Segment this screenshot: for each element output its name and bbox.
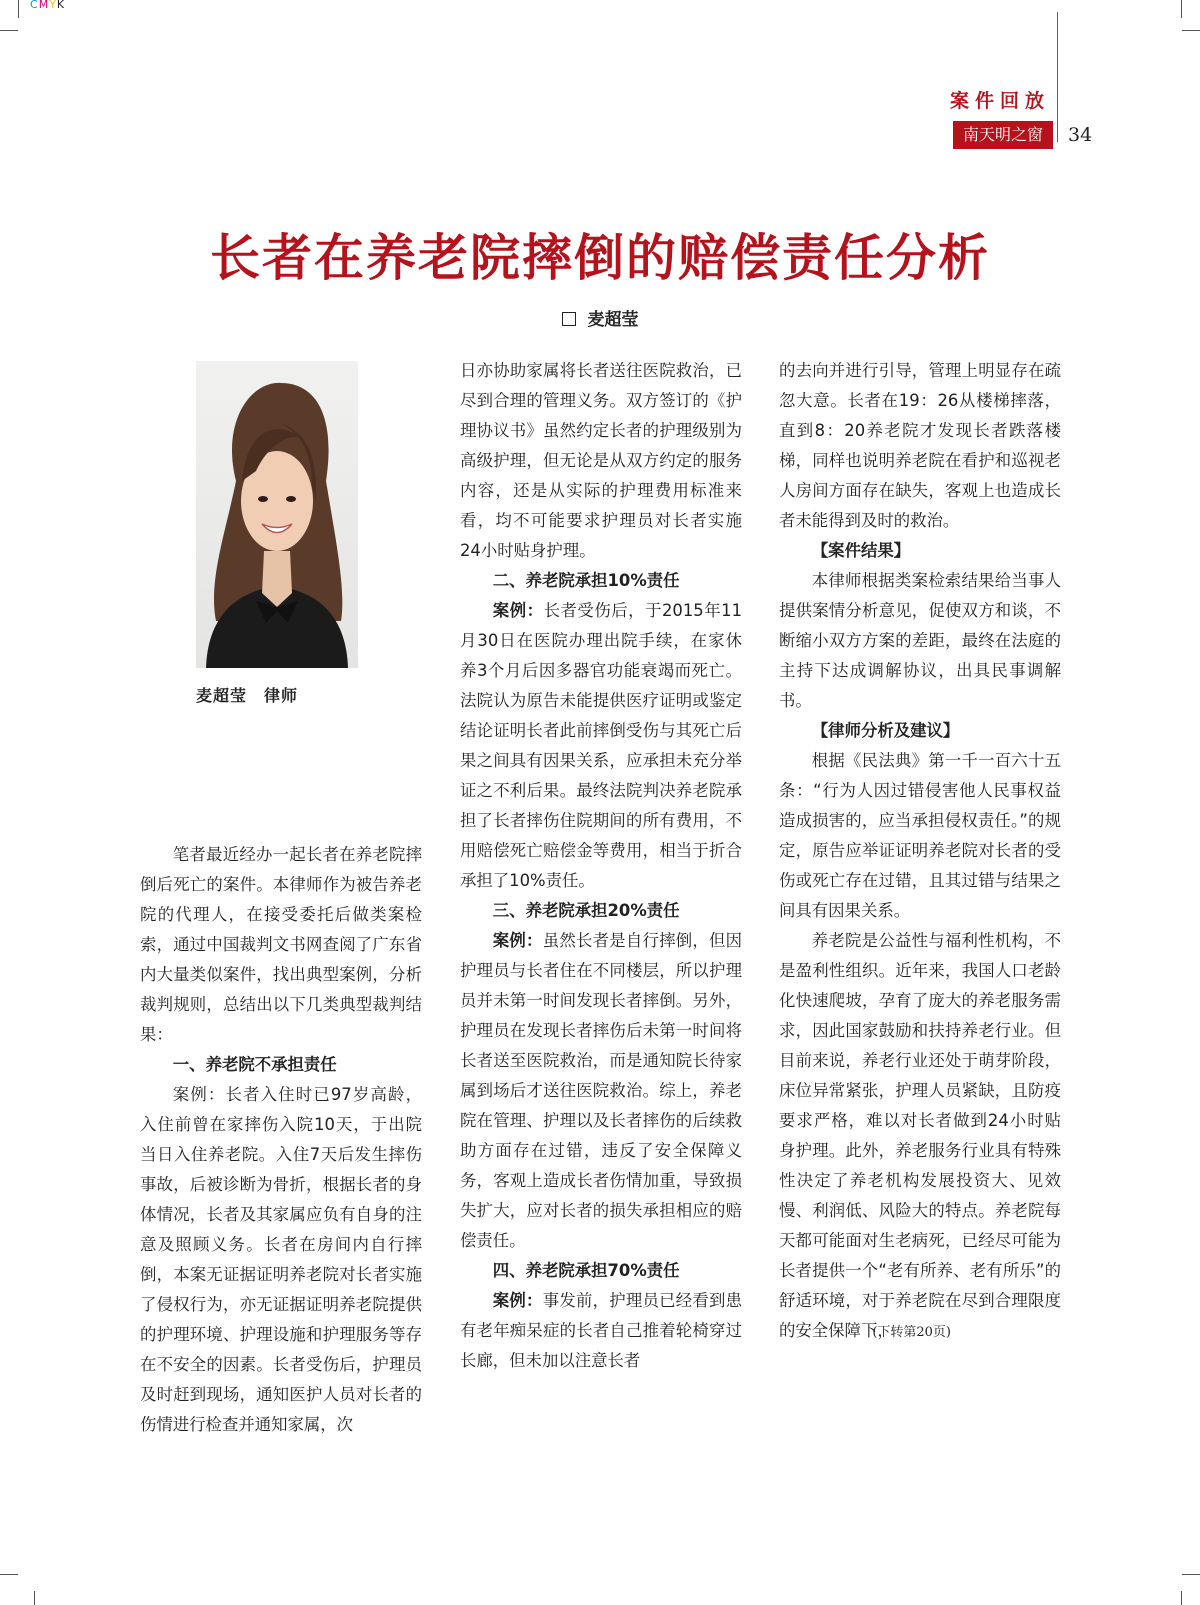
crop-mark bbox=[1182, 30, 1200, 31]
header-rule bbox=[1057, 12, 1058, 142]
case-text: 事发前，护理员已经看到患有老年痴呆症的长者自己推着轮椅穿过长廊，但未加以注意长者 bbox=[460, 1291, 743, 1370]
cmyk-y: Y bbox=[49, 0, 57, 11]
case-paragraph bbox=[460, 596, 742, 896]
case-paragraph bbox=[460, 926, 742, 1256]
crop-mark bbox=[34, 1591, 35, 1605]
bracket-heading: 【律师分析及建议】 bbox=[811, 721, 960, 740]
case-text: 长者受伤后，于2015年11月30日在医院办理出院手续，在家休养3个月后因多器官功能衰竭而死亡。法院认为原告未能提供医疗证明或鉴定结论证明长者此前摔倒受伤与其死亡后果之间具有因果关系，应承担未充分举证之不利后果。最终法院判决养老院承担了长者摔伤住院期间的所有费用，不用赔偿死亡赔偿金等费用，相当于折合承担了10%责任。 bbox=[460, 601, 743, 890]
crop-mark bbox=[1181, 0, 1182, 18]
section-heading: 二、养老院承担10%责任 bbox=[492, 571, 680, 590]
section-heading: 一、养老院不承担责任 bbox=[172, 1055, 337, 1074]
crop-mark bbox=[1181, 1591, 1182, 1605]
column-2 bbox=[460, 356, 742, 1376]
paragraph: 养老院是公益性与福利性机构，不是盈利性组织。近年来，我国人口老龄化快速爬坡，孕育了庞大的养老服务需求，因此国家鼓励和扶持养老行业。但目前来说，养老行业还处于萌芽阶段，床位异常紧张，护理人员紧缺，且防疫要求严格，难以对长者做到24小时贴身护理。此外，养老服务行业具有特殊性决定了养老机构发展投资大、见效慢、利润低、风险大的特点。养老院每天都可能面对生老病死，已经尽可能为长者提供一个“老有所养、老有所乐”的舒适环境，对于养老院在尽到合理限度的安全保障下， bbox=[779, 931, 1061, 1340]
paragraph: 日亦协助家属将长者送往医院救治，已尽到合理的管理义务。双方签订的《护理协议书》虽然约定长者的护理级别为高级护理，但无论是从双方约定的服务内容，还是从实际的护理费用标准来看，均不可能要求护理员对长者实施24小时贴身护理。 bbox=[460, 361, 742, 560]
section-title: 案件回放 bbox=[949, 90, 1050, 112]
continued-text: (下转第20页) bbox=[872, 1325, 951, 1340]
case-label: 案例： bbox=[492, 601, 544, 620]
case-label: 案例： bbox=[492, 931, 543, 950]
column-3 bbox=[779, 356, 1061, 1348]
cmyk-label bbox=[30, 0, 65, 11]
paragraph: 根据《民法典》第一千一百六十五条：“行为人因过错侵害他人民事权益造成损害的，应当承担侵权责任。”的规定，原告应举证证明养老院对长者的受伤或死亡存在过错，且其过错与结果之间具有因果关系。 bbox=[779, 751, 1061, 920]
paragraph: 本律师根据类案检索结果给当事人提供案情分析意见，促使双方和谈，不断缩小双方方案的差距，最终在法庭的主持下达成调解协议，出具民事调解书。 bbox=[779, 571, 1061, 710]
section-heading: 四、养老院承担70%责任 bbox=[492, 1261, 680, 1280]
square-icon bbox=[562, 312, 576, 326]
section-heading: 三、养老院承担20%责任 bbox=[492, 901, 680, 920]
paragraph: 案例：长者入住时已97岁高龄，入住前曾在家摔伤入院10天，于出院当日入住养老院。入住7天后发生摔伤事故，后被诊断为骨折，根据长者的身体情况，长者及其家属应负有自身的注意及照顾义务。长者在房间内自行摔倒，本案无证据证明养老院对长者实施了侵权行为，亦无证据证明养老院提供的护理环境、护理设施和护理服务等存在不安全的因素。长者受伤后，护理员及时赶到现场，通知医护人员对长者的伤情进行检查并通知家属，次 bbox=[140, 1085, 422, 1434]
crop-mark bbox=[1182, 1574, 1200, 1575]
page-number: 34 bbox=[1068, 124, 1093, 146]
cmyk-m: M bbox=[38, 0, 50, 11]
bracket-heading: 【案件结果】 bbox=[811, 541, 911, 560]
magazine-name: 南天明之窗 bbox=[953, 121, 1053, 149]
case-paragraph bbox=[460, 1286, 742, 1376]
case-text: 虽然长者是自行摔倒，但因护理员与长者住在不同楼层，所以护理员并未第一时间发现长者摔倒。另外，护理员在发现长者摔伤后未第一时间将长者送至医院救治，而是通知院长待家属到场后才送往医院救治。综上，养老院在管理、护理以及长者摔伤的后续救助方面存在过错，违反了安全保障义务，客观上造成长者伤情加重，导致损失扩大，应对长者的损失承担相应的赔偿责任。 bbox=[460, 931, 743, 1250]
byline bbox=[0, 305, 1200, 330]
case-label: 案例： bbox=[492, 1291, 543, 1310]
column-1 bbox=[140, 840, 422, 1440]
paragraph: 的去向并进行引导，管理上明显存在疏忽大意。长者在19：26从楼梯摔落，直到8：20养老院才发现长者跌落楼梯，同样也说明养老院在看护和巡视老人房间方面存在缺失，客观上也造成长者未能得到及时的救治。 bbox=[779, 361, 1061, 530]
author-photo bbox=[196, 361, 358, 668]
cmyk-c: C bbox=[30, 0, 39, 11]
crop-mark bbox=[0, 30, 18, 31]
author-name: 麦超莹 bbox=[587, 310, 639, 330]
photo-caption: 麦超莹 律师 bbox=[196, 686, 299, 705]
paragraph: 笔者最近经办一起长者在养老院摔倒后死亡的案件。本律师作为被告养老院的代理人，在接受委托后做类案检索，通过中国裁判文书网查阅了广东省内大量类似案件，找出典型案例，分析裁判规则，总结出以下几类典型裁判结果： bbox=[140, 845, 422, 1044]
crop-mark bbox=[0, 1574, 18, 1575]
crop-mark bbox=[18, 0, 19, 18]
portrait-illustration bbox=[196, 361, 358, 668]
cmyk-k: K bbox=[56, 0, 66, 11]
article-title: 长者在养老院摔倒的赔偿责任分析 bbox=[210, 229, 990, 287]
